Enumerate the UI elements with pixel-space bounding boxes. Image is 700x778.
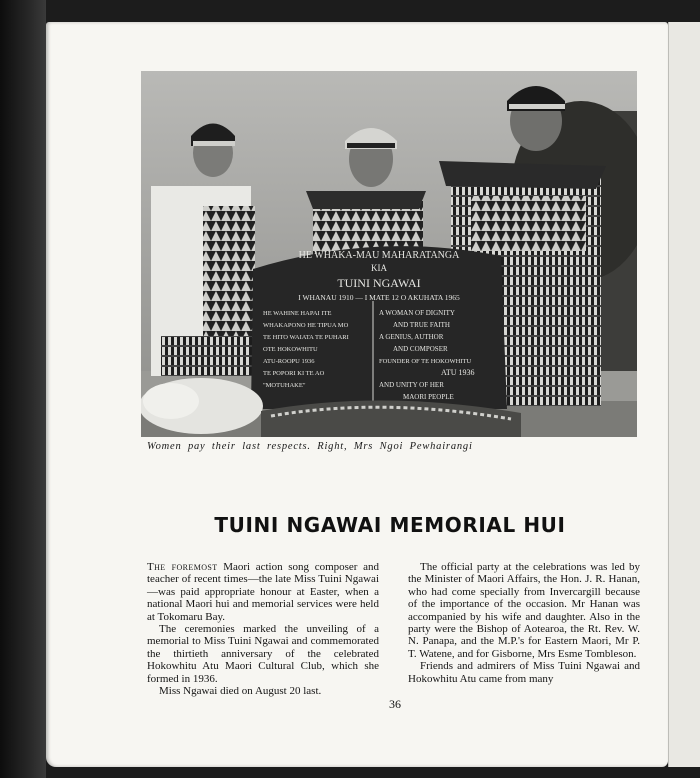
article-column-left: [147, 561, 379, 697]
stone-left-line: "MOTUHAKE": [263, 382, 306, 389]
stone-left-line: OTE HOKOWHITU: [263, 346, 318, 353]
stone-dates: I WHANAU 1910 — I MATE 12 O AKUHATA 1965: [298, 293, 460, 302]
page-number: 36: [389, 697, 401, 711]
scan-border-left: [0, 0, 46, 778]
paragraph: [147, 561, 379, 623]
stone-right-line: FOUNDER OF TE HOKOWHITU: [379, 358, 472, 365]
lead-in: The foremost: [147, 561, 218, 573]
photo-caption: Women pay their last respects. Right, Mrs Ngoi Pewhairangi: [147, 441, 473, 452]
paragraph: The ceremonies marked the unveiling of a memorial to Miss Tuini Ngawai and commemorated the thirtieth anniversary of the celebrated Hokowhitu Atu Maori Cultural Club, which she formed in 1936.: [147, 623, 379, 685]
stone-left-line: ATU-ROOPU 1936: [263, 358, 315, 365]
facing-page-edge: [668, 22, 700, 767]
stone-header-line1: HE WHAKA-MAU MAHARATANGA: [298, 250, 460, 261]
paragraph: Friends and admirers of Miss Tuini Ngawai and Hokowhitu Atu came from many: [408, 660, 640, 685]
stone-left-line: TE POPORI KI TE AO: [263, 370, 325, 377]
stone-left-line: TE HITO WAIATA TE PUHARI: [263, 334, 349, 341]
stone-right-line: AND UNITY OF HER: [379, 381, 444, 389]
stone-right-line: ATU 1936: [441, 368, 475, 377]
memorial-photo: [141, 71, 637, 437]
paragraph: The official party at the celebrations was led by the Minister of Maori Affairs, the Hon. J. R. Hanan, who had come specially from Invercargill because of the importance of the occasion. Mr Hanan was accompanied by his wife and daughter. Also in the party were the Bishop of Aotearoa, the Rt. Rev. W. N. Panapa, and the M.P.'s for Eastern Maori, Mr P. T. Watene, and for Gisborne, Mrs Esme Tombleson.: [408, 561, 640, 660]
stone-left-line: HE WAHINE HAPAI ITE: [263, 310, 332, 317]
stone-right-line: A GENIUS, AUTHOR: [379, 333, 444, 341]
stone-right-line: AND TRUE FAITH: [393, 321, 450, 329]
stone-right-line: AND COMPOSER: [393, 345, 448, 353]
paragraph: Miss Ngawai died on August 20 last.: [159, 685, 322, 698]
photo-illustration: [141, 71, 637, 437]
paragraph-text: Maori action song composer and teacher of recent times—the late Miss Tuini Ngawai—was paid appropriate honour at Easter, when a national Maori hui and memorial services were held at Tokomaru Bay.: [147, 561, 380, 623]
article-column-right: [408, 561, 640, 685]
stone-name: TUINI NGAWAI: [337, 276, 421, 290]
memorial-stone: [251, 246, 507, 409]
stone-right-line: A WOMAN OF DIGNITY: [379, 309, 455, 317]
stone-left-line: WHAKAPONO HE TIPUA MO: [263, 322, 349, 329]
stone-right-line: MAORI PEOPLE: [403, 393, 454, 401]
stone-header-line2: KIA: [371, 263, 387, 273]
article-headline: TUINI NGAWAI MEMORIAL HUI: [214, 513, 566, 537]
